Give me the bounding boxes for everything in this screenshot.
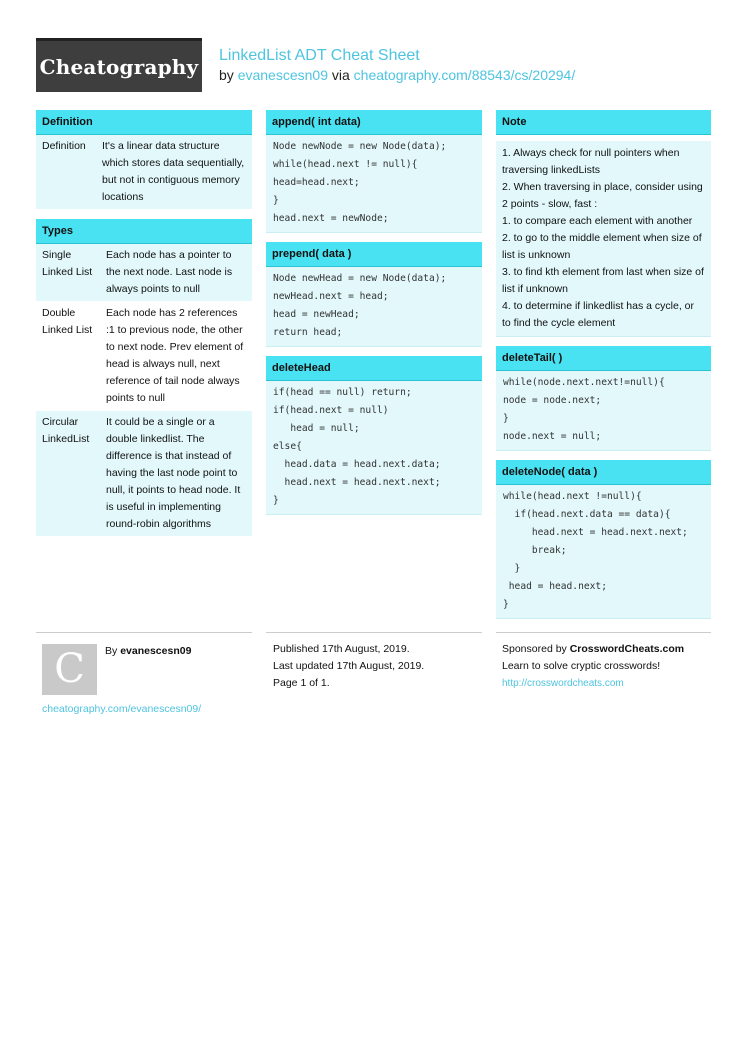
code-line: if(head.next = null) [273,405,389,416]
note-body [496,135,711,337]
sponsor-name[interactable]: CrosswordCheats.com [569,643,685,655]
code-line: head.data = head.next.data; [273,459,441,470]
types-key: Circular LinkedList [42,416,90,445]
avatar[interactable]: C [42,644,97,695]
by-word: By [105,645,118,657]
delete-head-header: deleteHead [266,356,482,381]
footer-dates [266,632,482,692]
code-line: head.next = newNode; [273,213,389,224]
footer-sponsor [496,632,711,692]
types-header: Types [36,219,252,244]
code-line: break; [503,545,567,556]
append-box [266,110,482,233]
delete-head-box [266,356,482,515]
types-text: Each node has 2 references :1 to previous node, the other to next node. Prev element of head is always null, next reference of tail node always points to null [106,307,244,404]
note-line: 1. Always check for null pointers when traversing linkedLists [502,147,680,176]
code-line: return head; [273,327,343,338]
code-line: Node newNode = new Node(data); [273,141,447,152]
note-line: 4. to determine if linkedlist has a cycle, or to find the cycle element [502,300,695,329]
types-row-double [36,302,252,411]
delete-node-box [496,460,711,619]
types-key: Single Linked List [42,249,93,278]
code-line: } [503,413,509,424]
via-word: via [331,67,350,83]
page-count: Page 1 of 1. [273,677,330,689]
sheet-url-link[interactable]: cheatography.com/88543/cs/20294/ [353,67,576,83]
delete-tail-code [496,371,711,451]
byline [219,67,575,83]
code-line: head = newHead; [273,309,360,320]
code-line: head = head.next; [503,581,607,592]
definition-key: Definition [42,140,86,152]
append-code [266,135,482,233]
note-line: 3. to find kth element from last when size of list if unknown [502,266,704,295]
by-word: by [219,67,234,83]
delete-tail-box [496,346,711,451]
types-text: It could be a single or a double linkedlist. The difference is that instead of having the last node point to null, it points to head node. It is useful in implementing round-robin algorithms [106,416,241,530]
code-line: head.next = head.next.next; [273,477,441,488]
site-logo[interactable]: Cheatography [36,38,202,92]
code-line: node.next = null; [503,431,602,442]
note-line: 1. to compare each element with another [502,215,693,227]
code-line: } [273,195,279,206]
delete-head-code [266,381,482,515]
definition-box [36,110,252,210]
code-line: head=head.next; [273,177,360,188]
code-line: if(head.next.data == data){ [503,509,671,520]
author-link[interactable]: evanescesn09 [237,67,328,83]
types-key: Double Linked List [42,307,93,336]
column-1 [36,110,252,546]
sponsor-line [502,641,711,658]
types-text: Each node has a pointer to the next node. Last node is always points to null [106,249,233,295]
column-2 [266,110,482,524]
prepend-header: prepend( data ) [266,242,482,267]
append-header: append( int data) [266,110,482,135]
sponsored-prefix: Sponsored by [502,643,567,655]
prepend-box [266,242,482,347]
sheet-title: LinkedList ADT Cheat Sheet [219,47,420,64]
definition-header: Definition [36,110,252,135]
code-line: } [503,599,509,610]
column-3 [496,110,711,628]
definition-row [36,135,252,210]
delete-node-code [496,485,711,619]
code-line: Node newHead = new Node(data); [273,273,447,284]
code-line: head.next = head.next.next; [503,527,688,538]
delete-node-header: deleteNode( data ) [496,460,711,485]
code-line: while(node.next.next!=null){ [503,377,665,388]
footer-author [36,632,252,731]
sponsor-url-link[interactable]: http://crosswordcheats.com [502,678,624,689]
code-line: } [503,563,521,574]
code-line: while(head.next !=null){ [503,491,642,502]
note-header: Note [496,110,711,135]
code-line: newHead.next = head; [273,291,389,302]
profile-link[interactable]: cheatography.com/evanescesn09/ [42,703,202,715]
footer-by [105,643,191,660]
code-line: else{ [273,441,302,452]
code-line: while(head.next != null){ [273,159,418,170]
code-line: head = null; [273,423,360,434]
types-row-single [36,244,252,302]
types-row-circular [36,411,252,537]
code-line: node = node.next; [503,395,602,406]
definition-text: It's a linear data structure which stores data sequentially, but not in contiguous memory locations [102,140,245,203]
delete-tail-header: deleteTail( ) [496,346,711,371]
code-line: if(head == null) return; [273,387,412,398]
code-line: } [273,495,279,506]
note-box [496,110,711,337]
note-line: 2. to go to the middle element when size of list is unknown [502,232,702,261]
note-line: 2. When traversing in place, consider using 2 points - slow, fast : [502,181,703,210]
footer-author-name[interactable]: evanescesn09 [120,645,192,657]
published-date: Published 17th August, 2019. [273,643,410,655]
updated-date: Last updated 17th August, 2019. [273,660,425,672]
types-box [36,219,252,537]
prepend-code [266,267,482,347]
sponsor-tagline: Learn to solve cryptic crosswords! [502,660,661,672]
